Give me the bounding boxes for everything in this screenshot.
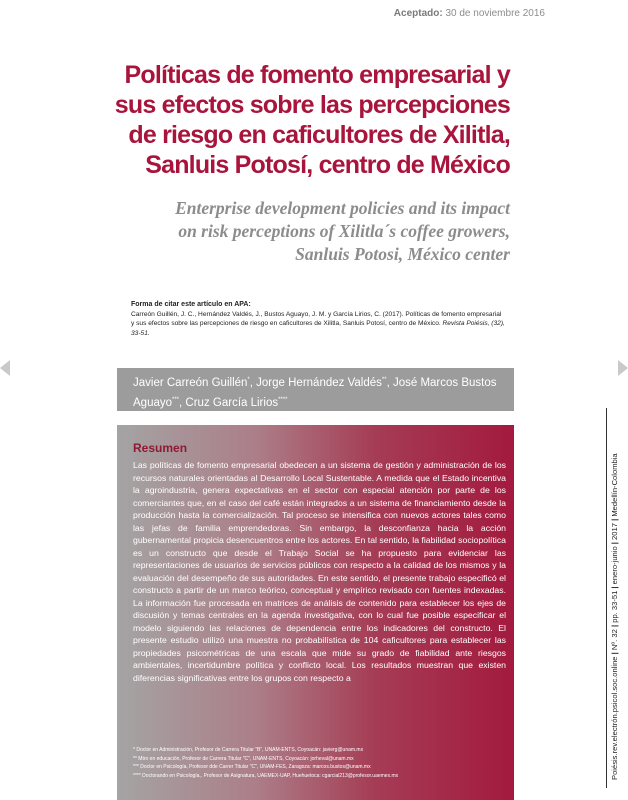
accepted-date-value: 30 de noviembre 2016 [445, 8, 545, 19]
accepted-label: Aceptado: [393, 8, 443, 19]
citation-journal: Revista Poiésis, (32), 33-51. [131, 320, 505, 337]
author-name: Javier Carreón Guillén [133, 376, 248, 389]
citation-heading: Forma de citar este artículo en APA: [131, 301, 251, 308]
authors-list [133, 372, 505, 412]
author-name: José Marcos Bustos Aguayo [133, 376, 497, 409]
abstract-title: Resumen [133, 441, 188, 455]
abstract-body: Las políticas de fomento empresarial obedecen a un sistema de gestión y administración de los recursos naturales orientadas al Desarrollo Local Sustentable. A medida que el Estado incentiva la agroindustria, genera expectativas en el sector con especial atención por parte de los comerciantes que, en el caso del café están integrados a un sistema de financiamiento desde la producción hasta la comercialización. Tal proceso se intensifica con nuevos actores tales como las jefas de familia emprendedoras. Sin embargo, la desconfianza hacia la acción gubernamental propicia desencuentros entre los actores. En tal sentido, la fiabilidad sociopolítica es un constructo que desde el Trabajo Social se ha propuesto para evidenciar las representaciones de usuarios de servicios públicos con respecto a la calidad de los mismos y la evaluación del desempeño de sus autoridades. En este sentido, el presente trabajo especificó el constructo a partir de un marco teórico, conceptual y empírico revisado con fuentes indexadas. La información fue procesada en matrices de análisis de contenido para establecer los ejes de discusión y temas centrales en la agenda investigativa, con lo cual fue posible especificar el modelo siguiendo las relaciones de dependencia entre los indicadores del constructo. El presente estudio utilizó una muestra no probabilística de 104 caficultores para establecer las propiedades psicométricas de una escala que mide su grado de fiabilidad ante riesgos ambientales, incertidumbre política y conflicto local. Los resultados muestran que existen diferencias significativas entre los grupos con respecto a [133, 460, 506, 683]
previous-page-arrow-icon[interactable] [0, 360, 10, 376]
title-english [90, 197, 510, 266]
title-es-line: Sanluis Potosí, centro de México [145, 151, 510, 179]
accepted-date [394, 8, 545, 19]
author-separator: , [179, 396, 186, 409]
footnote: ** Mtro en educación, Profesor de Carrera Titular "C", UNAM-ENTS, Coyoacán: jorheval@unam.mx [133, 755, 354, 762]
author-separator: , [249, 376, 257, 389]
title-en-line: Sanluis Potosi, México center [295, 244, 510, 264]
title-es-line: Políticas de fomento empresarial y [124, 61, 510, 89]
sidebar-period: enero-junio [610, 546, 619, 585]
sidebar-number: Nº. 32 [610, 629, 619, 651]
title-spanish [90, 60, 510, 180]
footnote: *** Doctor en Psicología, Profesor dde Carrer Titular "C", UNAM-FES, Zaragoza: marcos.bustos@unam.mx [133, 764, 371, 770]
citation-block [131, 300, 506, 338]
citation-text: Carreón Guillén, J. C., Hernández Valdés, J., Bustos Aguayo, J. M. y García Lirios, C. (2017). Políticas de fomento empresarial y sus efectos sobre las percepciones de riesgo en caficultores de Xilitla, Sanluis Potosí, centro de México. [131, 310, 502, 328]
next-page-arrow-icon[interactable] [618, 360, 628, 376]
sidebar-year: 2017 [610, 523, 619, 540]
footnotes [133, 746, 503, 780]
footnote: * Doctor en Administración, Profesor de Carrera Titular "B", UNAM-ENTS, Coyoacán: javierg@unam.mx [133, 747, 364, 753]
author-mark: ** [381, 377, 387, 383]
title-en-line: on risk perceptions of Xilitla´s coffee growers, [178, 221, 510, 241]
title-es-line: de riesgo en caficultores de Xilitla, [128, 121, 510, 149]
journal-sidebar: Poiésis.rev.electrón.psicol.soc.online | Nº. 32 | pp. 33-51 | enero-junio | 2017 | Medellín-Colombia [610, 453, 619, 780]
authors-bar [117, 368, 514, 411]
author-mark: * [247, 377, 250, 383]
footnote: **** Doctorando en Psicología,. Profesor de Asignatura, UAEMEX-UAP, Huehuetoca: cgarcial213@profesor.uaemex.mx [133, 772, 399, 779]
title-es-line: sus efectos sobre las percepciones [114, 91, 510, 119]
author-mark: **** [278, 396, 288, 403]
sidebar-site: Poiésis.rev.electrón.psicol.soc.online [610, 656, 619, 780]
title-en-line: Enterprise development policies and its impact [175, 198, 510, 218]
sidebar-pages: pp. 33-51 [610, 590, 619, 623]
abstract-panel [117, 425, 514, 800]
author-name: Cruz García Lirios [185, 396, 279, 409]
sidebar-place: Medellín-Colombia [610, 453, 619, 517]
author-mark: *** [172, 396, 180, 403]
author-separator: , [386, 376, 393, 389]
sidebar-divider [606, 408, 607, 788]
author-name: Jorge Hernández Valdés [256, 376, 382, 389]
